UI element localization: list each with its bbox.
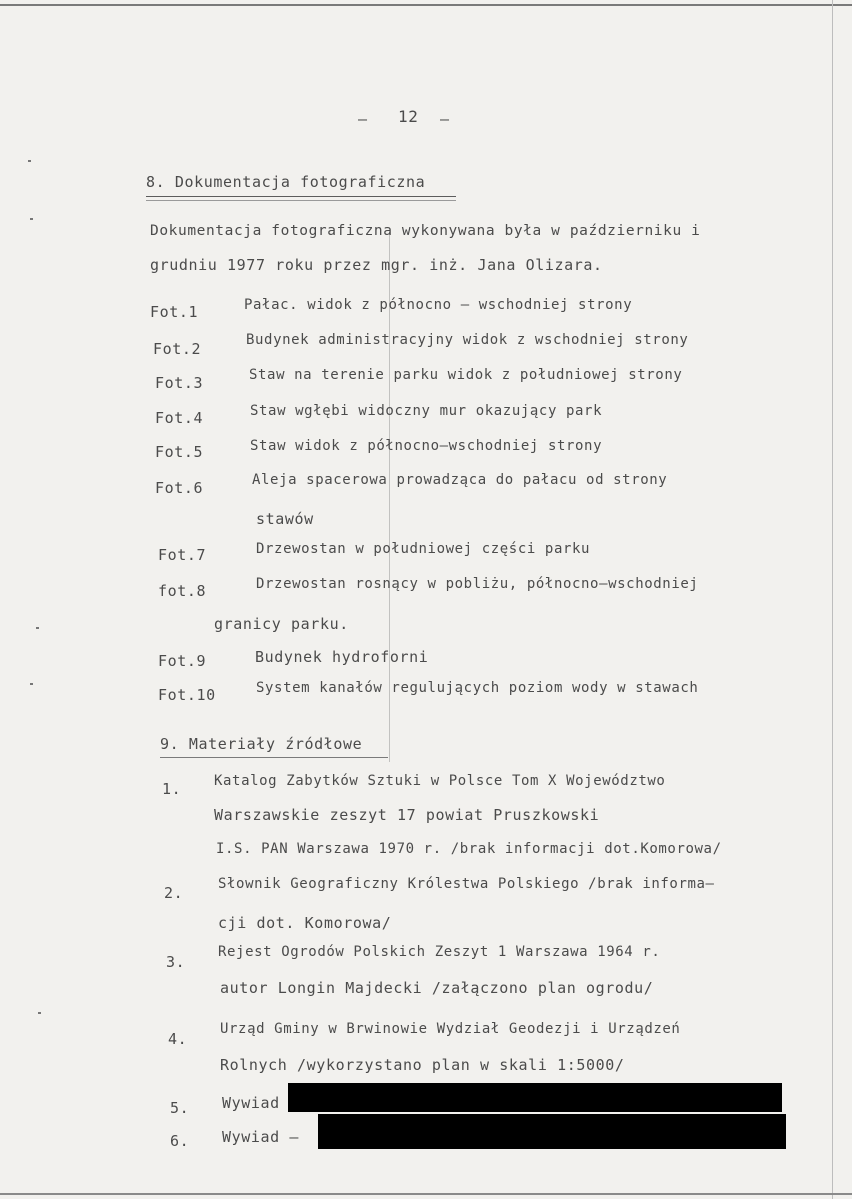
photo-description: Aleja spacerowa prowadząca do pałacu od strony <box>252 472 668 488</box>
source-number: 4. <box>168 1030 188 1048</box>
photo-description: Drzewostan rosnący w pobliżu, północno–wschodniej <box>256 576 699 592</box>
redaction-bar <box>318 1114 786 1149</box>
source-line: cji dot. Komorowa/ <box>218 914 392 932</box>
photo-description: Staw widok z północno–wschodniej strony <box>250 438 603 454</box>
photo-description-continued: granicy parku. <box>214 615 349 633</box>
intro-line: grudniu 1977 roku przez mgr. inż. Jana Olizara. <box>150 256 603 274</box>
page-number-suffix: – <box>440 110 450 128</box>
heading-underline <box>160 757 388 758</box>
section-8-heading: 8. Dokumentacja fotograficzna <box>146 173 426 191</box>
page-number-prefix: – <box>358 110 368 128</box>
source-line: Wywiad – <box>222 1128 300 1146</box>
source-number: 1. <box>162 780 182 798</box>
intro-line: Dokumentacja fotograficzna wykonywana była w październiku i <box>150 223 701 239</box>
scan-speck <box>28 160 31 162</box>
photo-label: Fot.3 <box>155 374 204 392</box>
scan-speck <box>30 683 33 685</box>
photo-label: Fot.9 <box>158 652 207 670</box>
scan-speck <box>36 627 39 629</box>
photo-label: Fot.6 <box>155 479 204 497</box>
photo-label: Fot.5 <box>155 443 204 461</box>
photo-label: Fot.10 <box>158 686 216 704</box>
source-number: 5. <box>170 1099 190 1117</box>
source-line: Słownik Geograficzny Królestwa Polskiego /brak informa– <box>218 876 715 892</box>
source-line: Rejest Ogrodów Polskich Zeszyt 1 Warszawa 1964 r. <box>218 944 661 960</box>
source-line: Rolnych /wykorzystano plan w skali 1:5000/ <box>220 1056 625 1074</box>
photo-description: System kanałów regulujących poziom wody w stawach <box>256 680 699 696</box>
photo-description: Staw na terenie parku widok z południowej strony <box>249 367 683 383</box>
redaction-bar <box>288 1083 782 1112</box>
source-line: Katalog Zabytków Sztuki w Polsce Tom X Województwo <box>214 773 666 789</box>
source-line: I.S. PAN Warszawa 1970 r. /brak informacji dot.Komorowa/ <box>216 841 722 857</box>
bottom-edge-line <box>0 1193 852 1195</box>
photo-description: Pałac. widok z północno – wschodniej strony <box>244 297 633 313</box>
scan-speck <box>38 1012 41 1014</box>
photo-description: Budynek hydroforni <box>255 648 429 666</box>
photo-description: Drzewostan w południowej części parku <box>256 541 591 557</box>
source-number: 6. <box>170 1132 190 1150</box>
heading-underline-second <box>146 200 456 201</box>
photo-label: Fot.2 <box>153 340 202 358</box>
source-line: autor Longin Majdecki /załączono plan ogrodu/ <box>220 979 654 997</box>
photo-label: fot.8 <box>158 582 207 600</box>
source-line: Wywiad <box>222 1094 280 1112</box>
source-number: 3. <box>166 953 186 971</box>
source-line: Urząd Gminy w Brwinowie Wydział Geodezji i Urządzeń <box>220 1021 681 1037</box>
source-number: 2. <box>164 884 184 902</box>
scan-speck <box>30 218 33 220</box>
photo-description: Staw wgłębi widoczny mur okazujący park <box>250 403 603 419</box>
section-9-heading: 9. Materiały źródłowe <box>160 735 363 753</box>
photo-description-continued: stawów <box>256 510 314 528</box>
photo-description: Budynek administracyjny widok z wschodniej strony <box>246 332 689 348</box>
source-line: Warszawskie zeszyt 17 powiat Pruszkowski <box>214 806 600 824</box>
photo-label: Fot.1 <box>150 303 199 321</box>
page-number: 12 <box>398 107 419 126</box>
top-edge-line <box>0 4 852 6</box>
photo-label: Fot.4 <box>155 409 204 427</box>
photo-label: Fot.7 <box>158 546 207 564</box>
right-edge-line <box>832 0 833 1199</box>
heading-underline <box>146 196 456 197</box>
